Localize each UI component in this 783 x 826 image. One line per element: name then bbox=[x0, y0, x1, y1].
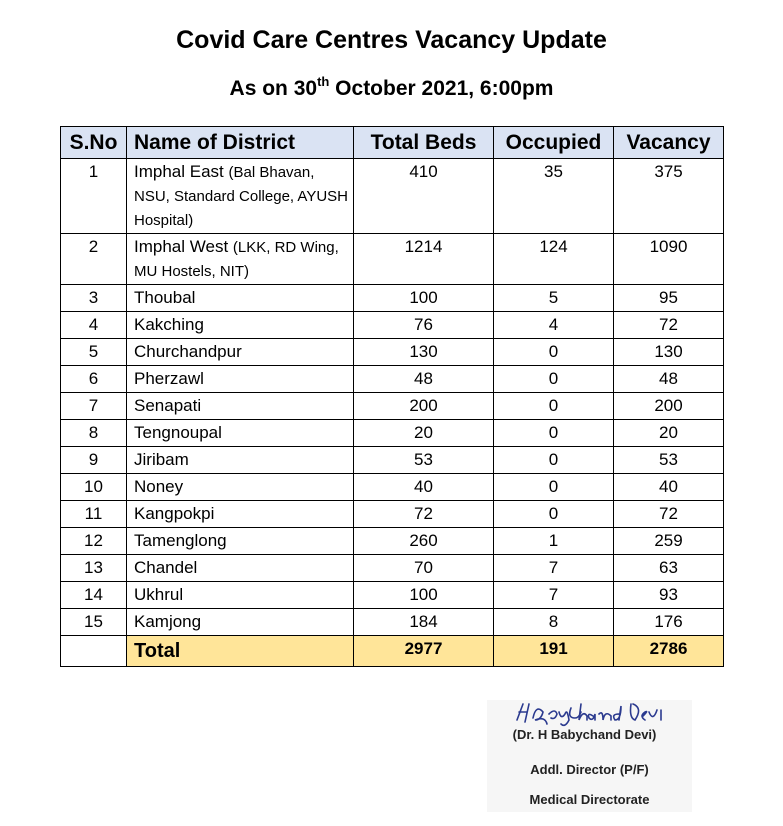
district-name: Kamjong bbox=[134, 612, 202, 631]
cell-sno: 6 bbox=[61, 366, 127, 393]
district-name: Imphal West bbox=[134, 237, 229, 256]
cell-sno: 13 bbox=[61, 555, 127, 582]
district-name: Tengnoupal bbox=[134, 423, 222, 442]
table-row bbox=[61, 555, 724, 582]
cell-district bbox=[127, 447, 354, 474]
cell-occupied: 7 bbox=[494, 582, 614, 609]
table-row bbox=[61, 447, 724, 474]
table-row bbox=[61, 285, 724, 312]
signatory-office: Medical Directorate bbox=[529, 792, 650, 807]
cell-occupied: 0 bbox=[494, 501, 614, 528]
cell-district bbox=[127, 285, 354, 312]
cell-occupied: 0 bbox=[494, 420, 614, 447]
cell-sno: 9 bbox=[61, 447, 127, 474]
cell-occupied: 7 bbox=[494, 555, 614, 582]
cell-vacancy: 375 bbox=[614, 159, 724, 234]
cell-vacancy: 95 bbox=[614, 285, 724, 312]
district-name: Noney bbox=[134, 477, 184, 496]
cell-total-beds: 260 bbox=[354, 528, 494, 555]
cell-district bbox=[127, 234, 354, 285]
cell-district bbox=[127, 393, 354, 420]
cell-vacancy: 1090 bbox=[614, 234, 724, 285]
header-total-beds: Total Beds bbox=[354, 127, 494, 159]
district-name: Chandel bbox=[134, 558, 198, 577]
cell-sno: 10 bbox=[61, 474, 127, 501]
cell-vacancy: 48 bbox=[614, 366, 724, 393]
cell-district bbox=[127, 159, 354, 234]
cell-district bbox=[127, 339, 354, 366]
cell-sno: 2 bbox=[61, 234, 127, 285]
cell-occupied: 5 bbox=[494, 285, 614, 312]
cell-sno: 4 bbox=[61, 312, 127, 339]
table-row bbox=[61, 366, 724, 393]
district-facilities-note: (LKK, RD Wing, MU Hostels, NIT) bbox=[134, 239, 339, 280]
cell-occupied: 0 bbox=[494, 339, 614, 366]
cell-vacancy: 130 bbox=[614, 339, 724, 366]
cell-district bbox=[127, 501, 354, 528]
table-row bbox=[61, 159, 724, 234]
table-row bbox=[61, 609, 724, 636]
cell-occupied: 0 bbox=[494, 393, 614, 420]
table-row bbox=[61, 582, 724, 609]
cell-total-beds: 20 bbox=[354, 420, 494, 447]
table-body bbox=[61, 159, 724, 667]
cell-district bbox=[127, 555, 354, 582]
cell-total-beds: 48 bbox=[354, 366, 494, 393]
district-name: Thoubal bbox=[134, 288, 196, 307]
cell-total-beds-sum: 2977 bbox=[354, 636, 494, 667]
header-occupied: Occupied bbox=[494, 127, 614, 159]
page-subtitle bbox=[0, 74, 783, 101]
cell-total-beds: 53 bbox=[354, 447, 494, 474]
cell-district bbox=[127, 609, 354, 636]
cell-total-beds: 100 bbox=[354, 582, 494, 609]
table-header-row bbox=[61, 127, 724, 159]
cell-sno: 14 bbox=[61, 582, 127, 609]
cell-sno: 15 bbox=[61, 609, 127, 636]
cell-total-beds: 200 bbox=[354, 393, 494, 420]
table-row bbox=[61, 234, 724, 285]
cell-total-beds: 1214 bbox=[354, 234, 494, 285]
subtitle-suffix: October 2021, 6:00pm bbox=[329, 77, 554, 100]
subtitle-superscript: th bbox=[317, 74, 330, 89]
page-title: Covid Care Centres Vacancy Update bbox=[176, 26, 607, 54]
cell-occupied: 1 bbox=[494, 528, 614, 555]
district-name: Imphal East bbox=[134, 162, 224, 181]
district-facilities-note: (Bal Bhavan, NSU, Standard College, AYUSH Hospital) bbox=[134, 164, 348, 229]
cell-occupied: 124 bbox=[494, 234, 614, 285]
cell-occupied: 0 bbox=[494, 447, 614, 474]
table-row bbox=[61, 312, 724, 339]
cell-total-beds: 410 bbox=[354, 159, 494, 234]
cell-vacancy: 259 bbox=[614, 528, 724, 555]
cell-district bbox=[127, 528, 354, 555]
cell-district bbox=[127, 474, 354, 501]
district-name: Jiribam bbox=[134, 450, 189, 469]
cell-sno: 8 bbox=[61, 420, 127, 447]
signatory-designation: Addl. Director (P/F) bbox=[530, 762, 649, 777]
cell-sno: 1 bbox=[61, 159, 127, 234]
header-district: Name of District bbox=[127, 127, 354, 159]
cell-vacancy: 40 bbox=[614, 474, 724, 501]
table-row bbox=[61, 339, 724, 366]
district-name: Ukhrul bbox=[134, 585, 184, 604]
district-name: Tamenglong bbox=[134, 531, 227, 550]
header-vacancy: Vacancy bbox=[614, 127, 724, 159]
cell-total-beds: 184 bbox=[354, 609, 494, 636]
signature-text: H. Babychand Devi bbox=[509, 687, 646, 704]
cell-sno: 11 bbox=[61, 501, 127, 528]
cell-district bbox=[127, 420, 354, 447]
district-name: Senapati bbox=[134, 396, 202, 415]
cell-total-empty bbox=[61, 636, 127, 667]
cell-occupied: 0 bbox=[494, 474, 614, 501]
signatory-name: (Dr. H Babychand Devi) bbox=[512, 727, 657, 742]
cell-vacancy: 72 bbox=[614, 312, 724, 339]
cell-total-beds: 70 bbox=[354, 555, 494, 582]
district-name: Kangpokpi bbox=[134, 504, 215, 523]
table-row bbox=[61, 474, 724, 501]
district-name: Kakching bbox=[134, 315, 204, 334]
header-sno: S.No bbox=[61, 127, 127, 159]
cell-total-beds: 76 bbox=[354, 312, 494, 339]
cell-vacancy: 63 bbox=[614, 555, 724, 582]
table-row bbox=[61, 420, 724, 447]
cell-vacancy: 176 bbox=[614, 609, 724, 636]
cell-occupied: 8 bbox=[494, 609, 614, 636]
handwritten-signature bbox=[509, 687, 679, 726]
cell-total-label: Total bbox=[127, 636, 354, 667]
table-row bbox=[61, 501, 724, 528]
table-row bbox=[61, 528, 724, 555]
table-row bbox=[61, 393, 724, 420]
total-row bbox=[61, 636, 724, 667]
cell-occupied: 4 bbox=[494, 312, 614, 339]
cell-total-beds: 130 bbox=[354, 339, 494, 366]
vacancy-table bbox=[60, 126, 724, 667]
signature-block bbox=[487, 687, 692, 812]
cell-sno: 7 bbox=[61, 393, 127, 420]
cell-occupied: 35 bbox=[494, 159, 614, 234]
subtitle-prefix: As on 30 bbox=[229, 77, 318, 100]
cell-vacancy: 53 bbox=[614, 447, 724, 474]
cell-occupied: 0 bbox=[494, 366, 614, 393]
cell-vacancy: 200 bbox=[614, 393, 724, 420]
cell-district bbox=[127, 582, 354, 609]
district-name: Churchandpur bbox=[134, 342, 242, 361]
cell-total-vacancy-sum: 2786 bbox=[614, 636, 724, 667]
cell-total-occupied-sum: 191 bbox=[494, 636, 614, 667]
cell-sno: 5 bbox=[61, 339, 127, 366]
cell-vacancy: 20 bbox=[614, 420, 724, 447]
cell-district bbox=[127, 366, 354, 393]
cell-total-beds: 40 bbox=[354, 474, 494, 501]
cell-sno: 12 bbox=[61, 528, 127, 555]
cell-total-beds: 100 bbox=[354, 285, 494, 312]
cell-vacancy: 93 bbox=[614, 582, 724, 609]
cell-vacancy: 72 bbox=[614, 501, 724, 528]
cell-sno: 3 bbox=[61, 285, 127, 312]
cell-district bbox=[127, 312, 354, 339]
cell-total-beds: 72 bbox=[354, 501, 494, 528]
district-name: Pherzawl bbox=[134, 369, 204, 388]
